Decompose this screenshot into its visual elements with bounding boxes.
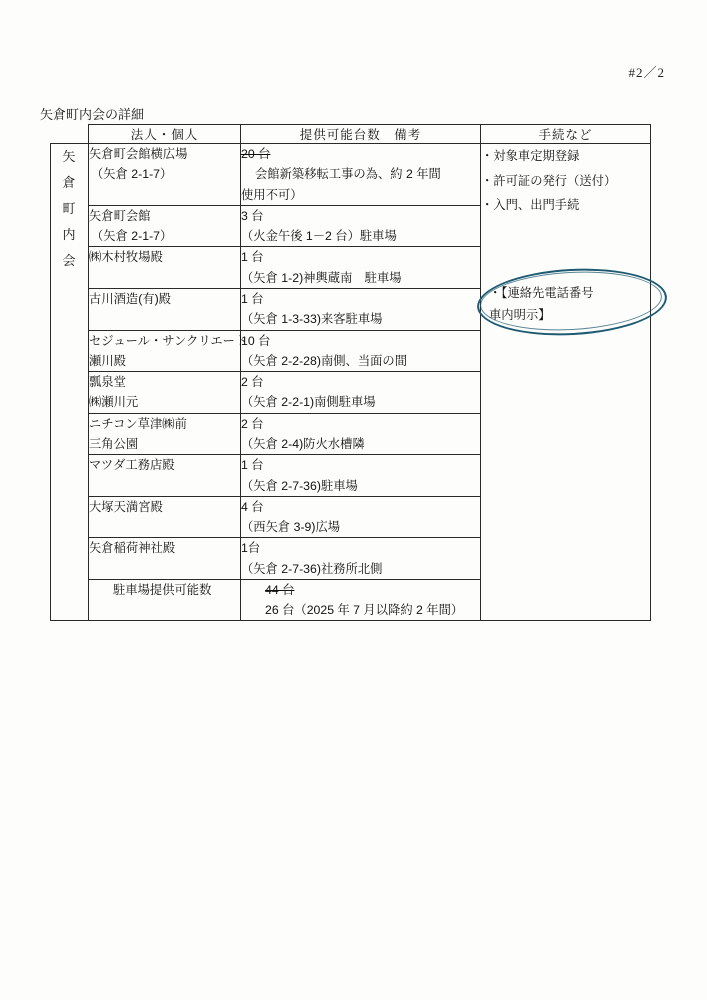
capacity-note-1: （矢倉 2-2-1)南側駐車場	[241, 395, 376, 410]
row-name-cell	[89, 455, 241, 497]
group-label-cell	[51, 144, 89, 621]
row-name-cell	[89, 330, 248, 372]
row-name-cell	[89, 538, 241, 580]
row-name-cell	[89, 205, 241, 247]
name-line-2: 三角公園	[89, 436, 139, 451]
capacity-value: 1 台	[241, 291, 264, 306]
capacity-value: 4 台	[241, 499, 264, 514]
capacity-note-1: （矢倉 2-4)防火水槽隣	[241, 436, 365, 451]
capacity-note-1: 会館新築移転工事の為、約 2 年間	[255, 167, 441, 182]
details-table-wrapper	[50, 124, 650, 621]
group-char: 倉	[62, 175, 77, 190]
procedure-item: ・入門、出門手続	[481, 198, 580, 213]
document-title: 矢倉町内会の詳細	[40, 107, 145, 122]
procedure-cell	[481, 144, 651, 621]
name-line-1: 矢倉町会館	[89, 208, 151, 223]
name-line-2: （矢倉 2-1-7）	[91, 229, 173, 244]
row-name-cell	[89, 413, 241, 455]
group-char: 町	[62, 201, 77, 216]
row-capacity-cell	[241, 144, 481, 206]
row-capacity-cell	[241, 455, 481, 497]
details-table	[50, 124, 651, 621]
capacity-note-2: 使用不可）	[241, 187, 303, 202]
name-line-1: 大塚天満宮殿	[89, 499, 163, 514]
capacity-note-1: （火金午後 1－2 台）駐車場	[241, 229, 397, 244]
name-line-1: 矢倉稲荷神社殿	[89, 541, 176, 556]
name-line-1: 矢倉町会館横広場	[89, 147, 188, 161]
row-capacity-cell	[241, 538, 481, 580]
name-line-1: セジュール・サンクリエート	[89, 333, 248, 348]
row-name-cell	[89, 496, 241, 538]
capacity-value: 1 台	[241, 250, 264, 265]
name-line-1: ニチコン草津㈱前	[89, 416, 187, 431]
capacity-value: 3 台	[241, 208, 264, 223]
row-capacity-cell	[241, 288, 481, 330]
name-line-2: （矢倉 2-1-7）	[91, 167, 173, 182]
row-name-cell	[89, 144, 241, 206]
total-value-cell	[241, 579, 481, 621]
header-procedure: 手続など	[481, 125, 651, 144]
total-label-cell: 駐車場提供可能数	[89, 579, 241, 621]
capacity-note-1: （矢倉 1-2)神輿蔵南 駐車場	[241, 270, 402, 285]
header-name: 法人・個人	[89, 125, 241, 144]
row-capacity-cell	[241, 413, 481, 455]
row-name-cell	[89, 372, 241, 414]
total-value-old: 44 台	[265, 582, 295, 597]
handwritten-annotation	[489, 282, 594, 326]
name-line-2: ㈱瀬川元	[89, 395, 139, 410]
capacity-note-1: （西矢倉 3-9)広場	[241, 520, 341, 535]
name-line-1: 瓢泉堂	[89, 375, 126, 390]
name-line-2: 瀬川殿	[89, 353, 126, 368]
capacity-note-1: （矢倉 2-2-28)南側、当面の間	[241, 353, 408, 368]
capacity-note-1: （矢倉 2-7-36)駐車場	[241, 478, 358, 493]
page-number-mark: #2／2	[628, 65, 665, 80]
capacity-value: 2 台	[241, 416, 264, 431]
name-line-1: ㈱木村牧場殿	[89, 250, 163, 265]
procedure-item: ・許可証の発行（送付）	[481, 173, 617, 188]
row-capacity-cell	[241, 330, 481, 372]
capacity-value: 2 台	[241, 375, 264, 390]
row-capacity-cell	[241, 205, 481, 247]
row-name-cell	[89, 247, 241, 289]
name-line-1: マツダ工務店殿	[89, 458, 175, 473]
group-char: 矢	[62, 149, 77, 164]
annotation-line-1: ・【連絡先電話番号	[489, 286, 594, 300]
annotation-line-2: 車内明示】	[489, 308, 551, 323]
header-capacity: 提供可能台数 備考	[241, 125, 481, 144]
table-row	[51, 144, 651, 206]
capacity-note-1: （矢倉 2-7-36)社務所北側	[241, 561, 383, 576]
row-capacity-cell	[241, 247, 481, 289]
group-char: 会	[62, 253, 77, 268]
group-char: 内	[62, 227, 77, 242]
capacity-value: 1台	[241, 541, 261, 556]
capacity-value: 20 台	[241, 147, 271, 161]
total-value-new: 26 台（2025 年 7 月以降約 2 年間）	[265, 603, 464, 618]
capacity-value: 10 台	[241, 333, 271, 348]
name-line-1: 古川酒造(有)殿	[89, 291, 171, 306]
capacity-note-1: （矢倉 1-3-33)来客駐車場	[241, 312, 383, 327]
procedure-item: ・対象車定期登録	[481, 149, 580, 163]
row-name-cell	[89, 288, 241, 330]
capacity-value: 1 台	[241, 458, 264, 473]
header-group-blank	[51, 125, 89, 144]
table-header-row	[51, 125, 651, 144]
row-capacity-cell	[241, 496, 481, 538]
row-capacity-cell	[241, 372, 481, 414]
